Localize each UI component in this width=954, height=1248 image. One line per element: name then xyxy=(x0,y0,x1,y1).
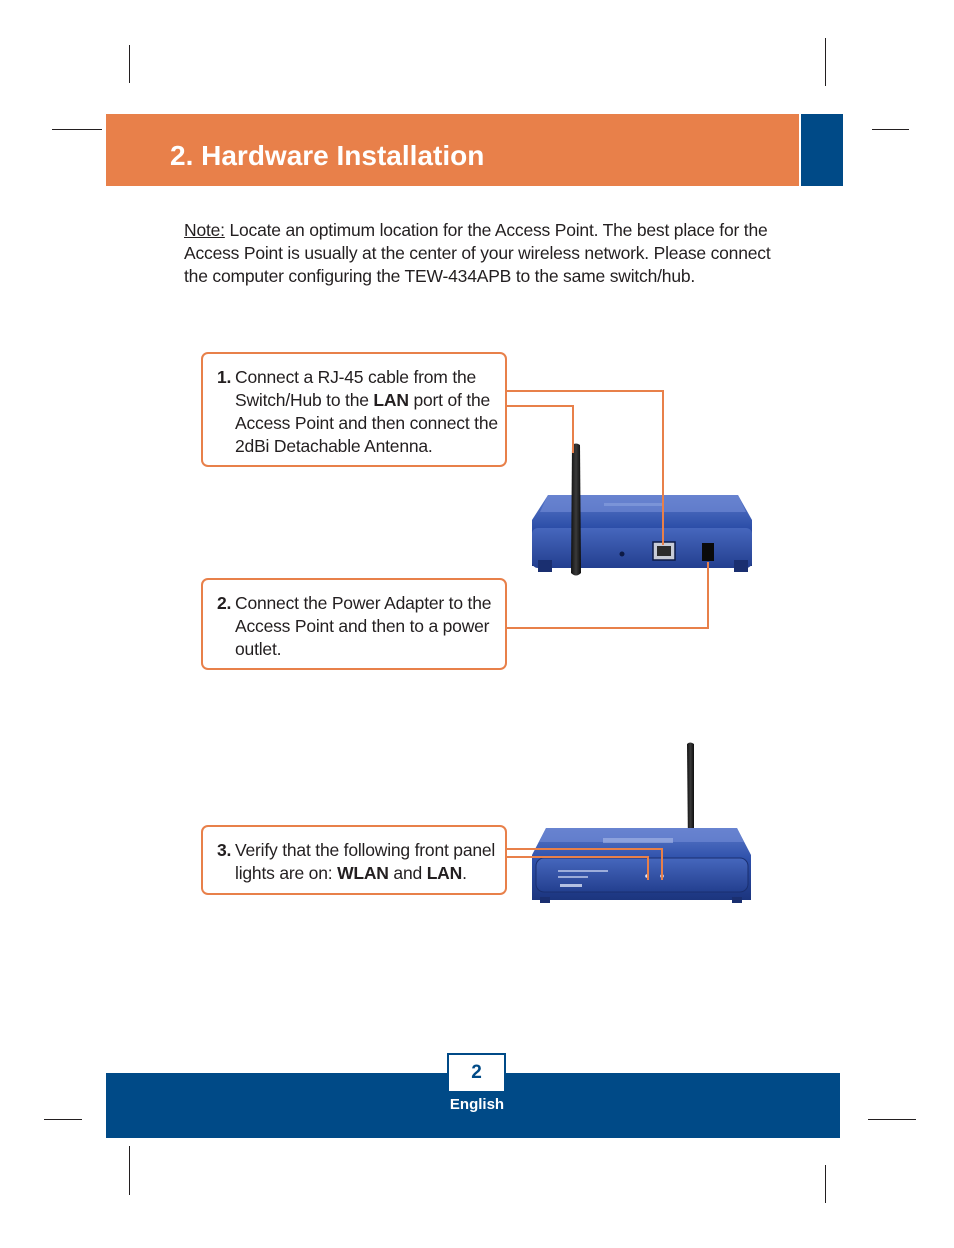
footer-language: English xyxy=(449,1096,505,1113)
note-text: Locate an optimum location for the Access Point. The best place for the Access Point is usually at the center of your wireless network. Please connect the computer configuring the TEW-434APB to the same switch/hub. xyxy=(184,220,771,286)
step-2-callout xyxy=(201,578,507,670)
antenna-icon xyxy=(571,444,581,576)
note-label: Note: xyxy=(184,220,225,240)
step-text: port of the xyxy=(408,390,491,410)
step-text: and xyxy=(388,863,427,883)
page-title: 2. Hardware Installation xyxy=(170,140,485,171)
step-text: Access Point and then connect the xyxy=(235,413,498,433)
step-number: 1. xyxy=(217,367,232,387)
step-text-bold: LAN xyxy=(373,390,409,410)
step-text: Connect a RJ-45 cable from the xyxy=(235,367,477,387)
step-3-callout xyxy=(201,825,507,895)
step-number: 2. xyxy=(217,593,232,613)
step-text: 2dBi Detachable Antenna. xyxy=(235,436,433,456)
connector-lines xyxy=(506,391,708,880)
step-text: Connect the Power Adapter to the xyxy=(235,593,492,613)
step-1-callout xyxy=(201,352,507,467)
step-text-bold: LAN xyxy=(426,863,463,883)
router-back-icon xyxy=(532,495,752,572)
step-text: lights are on: xyxy=(235,863,338,883)
page-number: 2 xyxy=(447,1053,506,1093)
step-number: 3. xyxy=(217,840,232,860)
step-text: Switch/Hub to the xyxy=(235,390,374,410)
step-text: Access Point and then to a power xyxy=(235,616,490,636)
step-text: . xyxy=(462,863,467,883)
step-text-bold: WLAN xyxy=(337,863,389,883)
router-front-icon xyxy=(532,743,751,904)
step-text: Verify that the following front panel xyxy=(235,840,496,860)
step-text: outlet. xyxy=(235,639,282,659)
